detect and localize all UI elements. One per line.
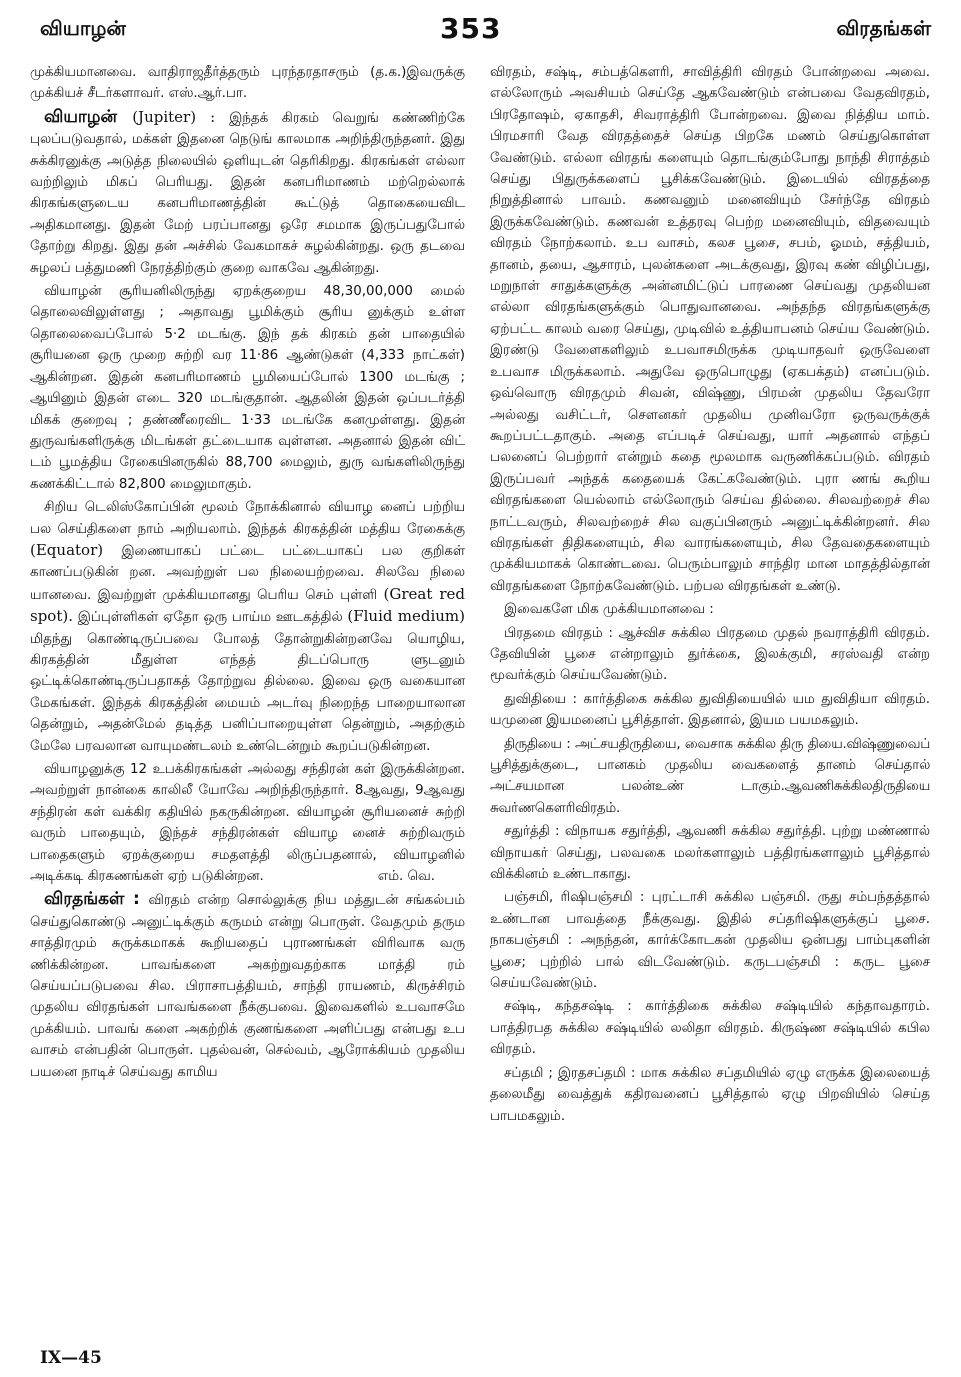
paragraph: சப்தமி ; இரதசப்தமி : மாக சுக்கில சப்தமியில் ஏழு எருக்க இலையைத் தலைமீது வைத்துக் கதிரவனைப் பூசித்தால் ஏழு பிறவியில் செய்த பாபமகலும். [490,1065,930,1124]
left-column [30,62,465,1332]
running-head-right: விரதங்கள் [836,16,931,40]
paragraph [30,497,465,757]
entry-text: இந்தக் கிரகம் வெறுங் கண்ணிற்கே புலப்படுவதால், மக்கள் இதனை நெடுங் காலமாக அறிந்திருந்தனர். இது சுக்கிரனுக்கு அடுத்த நிலையில் ஒளியுடன் தெரிகிறது. கிரகங்கள் எல்லா வற்றிலும் மிகப் பெரியது. இதன் கனபரிமாணம் மற்றெல்லாக் கிரகங்களுடைய கனபரிமாணத்தின் கூட்டுத் தொகையைவிட அதிகமானது. இதன் மேற் பரப்பானது ஒரே சமமாக இருப்பதுபோல் தோற்று கிறது. இது தன் அச்சில் வேகமாகச் சுழல்கின்றது. ஒரு தடவை சுழலப் பத்துமணி நேரத்திற்கும் குறை வாகவே ஆகின்றது. [30,110,465,276]
text-run: மிதந்து கொண்டிருப்பவை போலத் தோன்றுகின்றனவே யொழிய, கிரகத்தின் மீதுள்ள எந்தத் திடப்பொரு ளுடனும் ஒட்டிக்கொண்டிருப்பதாகத் தோற்றுவ தில்லை. இவை ஒரு வகையான மேகங்கள். இந்தக் கிரகத்தின் மையம் அடர்வு நிறைந்த பாறையாலான தென்றும், அதன்மேல் தடித்த பனிப்பாறையுள்ள தென்றும், அதற்கும் மேலே பரவலான வாயுமண்டலம் உண்டென்றும் கூறப்படுகின்றன. [30,631,465,754]
text-run: இணையாகப் பட்டை பட்டையாகப் பல குறிகள் காணப்படுகின் றன. அவற்றுள் பல நிலையற்றவை. சிலவே நிலை யானவை. இவற்றுள் முக்கியமானது பெரிய செம் புள்ளி [30,543,465,603]
right-column [490,62,930,1332]
paragraph: துவிதியை : கார்த்திகை சுக்கில துவிதியையில் யம துவிதியா விரதம். யமுனை இயமனைப் பூசித்தாள். இதனால், இயம பயமகலும். [490,691,930,729]
paragraph: பஞ்சமி, ரிஷிபஞ்சமி : புரட்டாசி சுக்கில பஞ்சமி. ருது சம்பந்தத்தால் உண்டான பாவத்தை நீக்குவது. இதில் சப்தரிஷிகளுக்குப் பூசை. நாகபஞ்சமி : அநந்தன், கார்க்கோடகன் முதலிய ஒன்பது பாம்புகளின் பூசை; புற்றில் பால் விடவேண்டும். கருடபஞ்சமி : கருட பூசை செய்யவேண்டும். [490,890,930,992]
entry-heading: வியாழன் [44,106,133,127]
english-term: (Great red spot). [30,584,465,626]
paragraph: வியாழன் சூரியனிலிருந்து ஏறக்குறைய 48,30,00,000 மைல் தொலைவிலுள்ளது ; அதாவது பூமிக்கும் சூரிய னுக்கும் உள்ள தொலைவைப்போல் 5·2 மடங்கு. இந் தக் கிரகம் தன் பாதையில் சூரியனை ஒரு முறை சுற்றி வர 11·86 ஆண்டுகள் (4,333 நாட்கள்) ஆகின்றன. இதன் கனபரிமாணம் பூமியைப்போல் 1300 மடங்கு ; ஆயினும் இதன் எடை 320 மடங்குதான். ஆதலின் இதன் ஒப்படர்த்தி மிகக் குறைவு ; தண்ணீரைவிட 1·33 மடங்கே கனமுள்ளது. இதன் துருவங்களிருக்கு மிடங்கள் தட்டையாக வுள்ளன. அதனால் இதன் விட் டம் பூமத்திய ரேகையினருகில் 88,700 மைலும், துரு வங்களிலிருந்து கணக்கிட்டால் 82,800 மைலுமாகும். [30,284,465,492]
running-head-left: வியாழன் [40,16,126,40]
entry-text: விரதம் என்ற சொல்லுக்கு நிய மத்துடன் சங்கல்பம் செய்துகொண்டு அனுட்டிக்கும் கருமம் என்று பொருள். வேதமும் தரும சாத்திரமும் சுருக்கமாகக் கூறியதைப் புராணங்கள் விரிவாக வரு ணிக்கின்றன. பாவங்களை அகற்றுவதற்காக மாத்தி ரம் செய்யப்படுபவை சில. பிராசாபத்தியம், சாந்தி ராயணம், கிருச்சிரம் முதலிய விரதங்கள் பாவங்களை நீக்குபவை. இவைகளில் உபவாசமே முக்கியம். பாவங் களை அகற்றிக் குணங்களை அளிப்பது என்பது உப வாசம் என்பதின் பொருள். புதல்வன், செல்வம், ஆரோக்கியம் முதலிய பயனை நாடிச் செய்வது காமிய [30,893,465,1080]
english-term: (Equator) [30,540,104,559]
english-term: (Jupiter) : [132,107,230,126]
signature-mark: IX—45 [40,1348,102,1368]
paragraph [30,759,465,887]
page-number: 353 [440,12,502,45]
entry-jupiter [30,107,465,279]
entry-vratas [30,889,465,1083]
paragraph: திருதியை : அட்சயதிருதியை, வைசாக சுக்கில திரு தியை.விஷ்ணுவைப் பூசித்துக்குடை, பானகம் முதலிய வைகளைத் தானம் செய்தால் அட்சயமான பலன்உண் டாகும்.ஆவணிசுக்கிலதிருதியை சுவர்ணகௌரிவிரதம். [490,736,930,816]
paragraph: முக்கியமானவை. வாதிராஜதீர்த்தரும் புரந்தரதாசரும் (த.க.)இவருக்கு முக்கியச் சீடர்களாவர். எஸ்.ஆர்.பா. [30,65,465,102]
english-term: (Fluid medium) [347,607,465,626]
paragraph: சஷ்டி, கந்தசஷ்டி : கார்த்திகை சுக்கில சஷ்டியில் கந்தாவதாரம். பாத்திரபத சுக்கில சஷ்டியில் லலிதா விரதம். கிருஷ்ண சஷ்டியில் கபில விரதம். [490,999,930,1058]
paragraph: இவைகளே மிக முக்கியமானவை : [504,602,714,618]
text-run: வியாழனுக்கு 12 உபக்கிரகங்கள் அல்லது சந்திரன் கள் இருக்கின்றன. அவற்றுள் நான்கை காலிலீ யோவே அறிந்திருந்தார். 8ஆவது, 9ஆவது சந்திரன் கள் வக்கிர கதியில் நகருகின்றன. வியாழன் சூரியனைச் சுற்றி வரும் பாதையும், இந்தச் சந்திரன்கள் வியாழ னைச் சுற்றிவரும் பாதைகளும் ஏறக்குறைய சமதளத்தி லிருப்பதனால், வியாழனில் அடிக்கடி கிரகணங்கள் ஏற் படுகின்றன. [30,762,465,885]
paragraph: சதுர்த்தி : விநாயக சதுர்த்தி, ஆவணி சுக்கில சதுர்த்தி. புற்று மண்ணால் விநாயகர் செய்து, பலவகை மலர்களாலும் பத்திரங்களாலும் பூசித்தால் விக்கினம் உண்டாகாது. [490,824,930,883]
entry-heading: விரதங்கள் : [44,889,149,910]
page-header [0,10,961,50]
text-run: சிறிய டெலிஸ்கோப்பின் மூலம் நோக்கினால் வியாழ னைப் பற்றிய பல செய்திகளை நாம் அறியலாம். இந்தக் கிரகத்தின் மத்திய ரேகைக்கு [30,500,465,537]
text-run: இப்புள்ளிகள் ஏதோ ஒரு பாய்ம ஊடகத்தில் [72,610,348,626]
paragraph: விரதம், சஷ்டி, சம்பத்கௌரி, சாவித்திரி விரதம் போன்றவை அவை. எல்லோரும் அவசியம் செய்தே ஆகவேண்டும் என்பவை வேதவிரதம், பிரதோஷம், ஏகாதசி, சிவராத்திரி போன்றவை. இவை நித்திய மாம். பிரமசாரி வேத விரதத்தைச் செய்த பிறகே மணம் செய்துகொள்ள வேண்டும். எல்லா விரதங் களையும் தொடங்கும்போது நாந்தி சிராத்தம் செய்து பிதுருக்களைப் பூசிக்கவேண்டும். இடையில் விரதத்தை நிறுத்தினால் பாவம். கணவனும் மனைவியும் சேர்ந்தே விரதம் இருக்கவேண்டும். கணவன் உத்தரவு பெற்ற மனைவியும், விதவையும் விரதம் நோற்கலாம். உப வாசம், கலச பூசை, சபம், ஓமம், சத்தியம், தானம், தயை, ஆசாரம், புலன்களை அடக்குவது, இரவு கண் விழிப்பது, மறுநாள் சாதுக்களுக்கு அன்னமிட்டுப் பாரணை செய்வது முதலியன எல்லா விரதங்களுக்கும் பொதுவானவை. அந்தந்த விரதங்களுக்கு ஏற்பட்ட காலம் வரை செய்து, முடிவில் உத்தியாபனம் செய்ய வேண்டும். இரண்டு வேளைகளிலும் உபவாசமிருக்க முடியாதவர் ஒருவேளை உபவாச மிருக்கலாம். அதுவே ஒருபொழுது (ஏகபக்தம்) எனப்படும். ஒவ்வொரு விரதமும் சிவன், விஷ்ணு, பிரமன் முதலிய தேவரோ அல்லது வசிட்டர், சௌனகர் முதலிய முனிவரோ ஒருவருக்குக் கூறப்பட்டதாகும். அதை எப்படிச் செய்வது, யார் அதனால் எந்தப் பலனைப் பெற்றார் என்றும் கதை மூலமாக வருணிக்கப்படும். விரதம் இருப்பவர் அந்தக் கதையைக் கேட்கவேண்டும். புரா ணங் கூறிய விரதங்களை யெல்லாம் எல்லோரும் செய்வ தில்லை. சிலவற்றைச் சில நாட்டவரும், சிலவற்றைச் சில வகுப்பினரும் அனுட்டிக்கின்றனர். சில விரதங்கள் திதிகளையும், சில வாரங்களையும், சில தேவதைகளையும் முக்கியமாகக் கொண்டவை. பெரும்பாலும் சாந்திர மான மாதத்தில்தான் விரதங்களை நோற்கவேண்டும். பற்பல விரதங்கள் உண்டு. [490,65,930,594]
author-initials: எம். வெ. [377,869,435,885]
paragraph: பிரதமை விரதம் : ஆச்விச சுக்கில பிரதமை முதல் நவராத்திரி விரதம். தேவியின் பூசை என்றாலும் துர்க்கை, இலக்குமி, சரஸ்வதி என்ற மூவர்க்கும் செய்யவேண்டும். [490,625,930,684]
